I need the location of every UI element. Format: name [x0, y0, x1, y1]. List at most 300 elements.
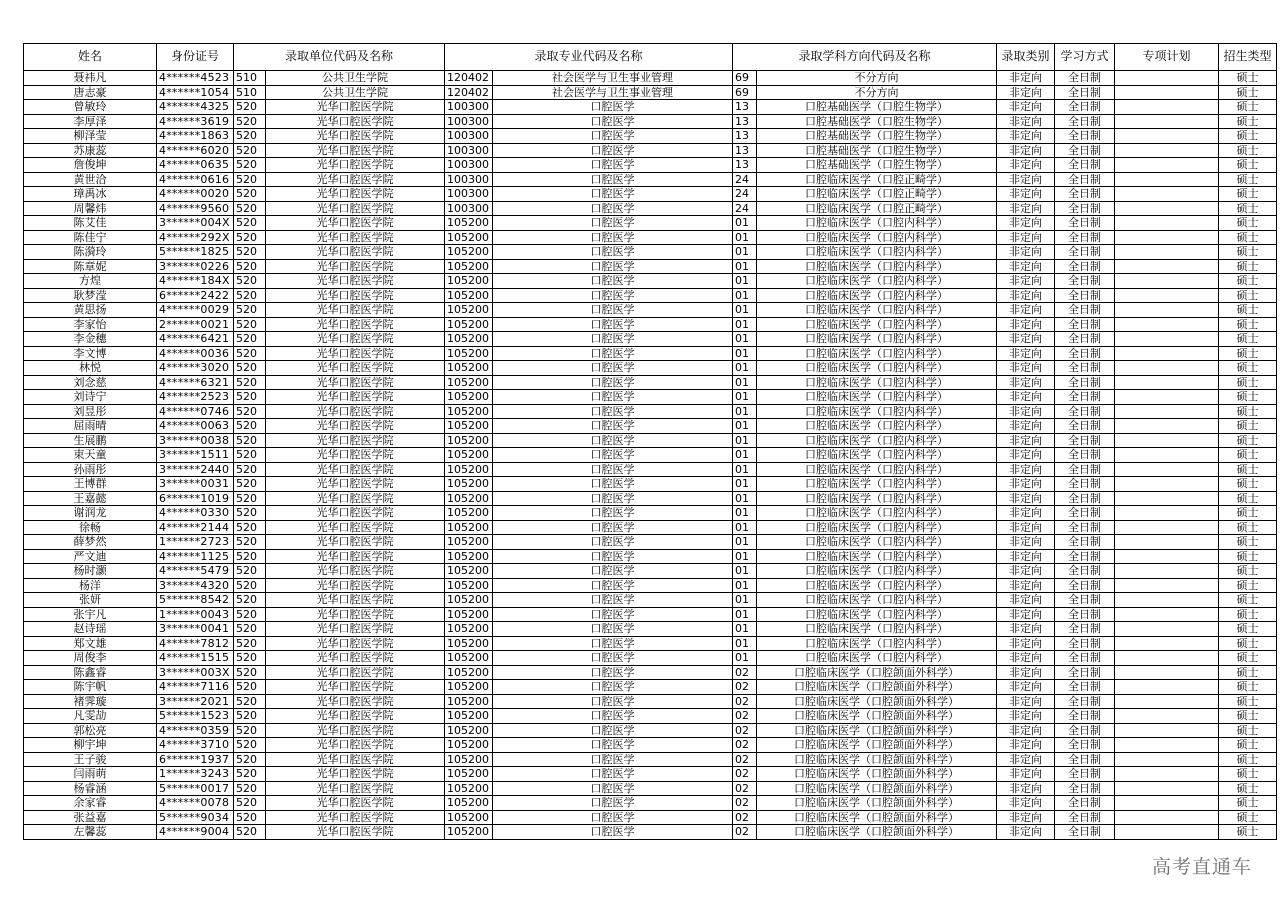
- cell-unit-name: 光华口腔医学院: [266, 129, 445, 144]
- cell-category: 非定向: [997, 825, 1055, 840]
- table-row: [24, 781, 1277, 796]
- cell-unit-code: 520: [234, 158, 266, 173]
- table-row: [24, 448, 1277, 463]
- cell-major-name: 口腔医学: [493, 129, 733, 144]
- cell-direction-code: 69: [733, 85, 757, 100]
- cell-major-name: 口腔医学: [493, 361, 733, 376]
- cell-plan: [1115, 680, 1219, 695]
- cell-type: 硕士: [1219, 404, 1277, 419]
- cell-plan: [1115, 172, 1219, 187]
- cell-id: 3******1511: [157, 448, 234, 463]
- cell-type: 硕士: [1219, 491, 1277, 506]
- cell-id: 1******0043: [157, 607, 234, 622]
- cell-category: 非定向: [997, 680, 1055, 695]
- table-row: [24, 245, 1277, 260]
- cell-major-name: 社会医学与卫生事业管理: [493, 71, 733, 86]
- cell-category: 非定向: [997, 448, 1055, 463]
- cell-major-code: 105200: [445, 390, 493, 405]
- cell-major-code: 105200: [445, 781, 493, 796]
- cell-id: 4******1125: [157, 549, 234, 564]
- cell-unit-name: 光华口腔医学院: [266, 752, 445, 767]
- cell-major-code: 105200: [445, 346, 493, 361]
- cell-direction-name: 口腔临床医学（口腔正畸学）: [757, 201, 997, 216]
- cell-category: 非定向: [997, 491, 1055, 506]
- cell-major-name: 口腔医学: [493, 419, 733, 434]
- cell-id: 4******184X: [157, 274, 234, 289]
- cell-unit-name: 光华口腔医学院: [266, 535, 445, 550]
- cell-id: 4******4523: [157, 71, 234, 86]
- cell-major-name: 口腔医学: [493, 390, 733, 405]
- cell-category: 非定向: [997, 593, 1055, 608]
- cell-direction-code: 01: [733, 448, 757, 463]
- cell-id: 4******3710: [157, 738, 234, 753]
- cell-unit-code: 520: [234, 665, 266, 680]
- cell-unit-name: 光华口腔医学院: [266, 245, 445, 260]
- cell-major-code: 105200: [445, 564, 493, 579]
- cell-plan: [1115, 491, 1219, 506]
- cell-direction-code: 02: [733, 752, 757, 767]
- cell-unit-name: 光华口腔医学院: [266, 390, 445, 405]
- table-row: [24, 361, 1277, 376]
- cell-major-code: 105200: [445, 549, 493, 564]
- cell-direction-name: 口腔临床医学（口腔内科学）: [757, 332, 997, 347]
- cell-name: 赵诗瑶: [24, 622, 157, 637]
- cell-unit-name: 光华口腔医学院: [266, 158, 445, 173]
- cell-major-code: 105200: [445, 462, 493, 477]
- table-row: [24, 491, 1277, 506]
- cell-unit-name: 光华口腔医学院: [266, 622, 445, 637]
- cell-major-code: 105200: [445, 578, 493, 593]
- table-row: [24, 143, 1277, 158]
- table-row: [24, 578, 1277, 593]
- table-row: [24, 651, 1277, 666]
- cell-direction-code: 01: [733, 375, 757, 390]
- cell-type: 硕士: [1219, 274, 1277, 289]
- cell-major-code: 100300: [445, 100, 493, 115]
- cell-mode: 全日制: [1055, 593, 1115, 608]
- cell-direction-code: 01: [733, 607, 757, 622]
- cell-id: 3******003X: [157, 665, 234, 680]
- table-row: [24, 346, 1277, 361]
- cell-direction-name: 口腔临床医学（口腔内科学）: [757, 303, 997, 318]
- cell-unit-name: 光华口腔医学院: [266, 433, 445, 448]
- cell-mode: 全日制: [1055, 520, 1115, 535]
- cell-major-name: 口腔医学: [493, 535, 733, 550]
- cell-major-code: 105200: [445, 607, 493, 622]
- cell-name: 王博群: [24, 477, 157, 492]
- cell-unit-name: 光华口腔医学院: [266, 375, 445, 390]
- cell-name: 李文博: [24, 346, 157, 361]
- cell-type: 硕士: [1219, 549, 1277, 564]
- cell-id: 3******0031: [157, 477, 234, 492]
- cell-category: 非定向: [997, 477, 1055, 492]
- cell-major-code: 100300: [445, 114, 493, 129]
- cell-mode: 全日制: [1055, 636, 1115, 651]
- cell-direction-code: 01: [733, 332, 757, 347]
- cell-major-name: 口腔医学: [493, 187, 733, 202]
- cell-plan: [1115, 477, 1219, 492]
- cell-major-name: 口腔医学: [493, 564, 733, 579]
- cell-mode: 全日制: [1055, 651, 1115, 666]
- cell-id: 4******0746: [157, 404, 234, 419]
- cell-major-code: 105200: [445, 491, 493, 506]
- cell-mode: 全日制: [1055, 346, 1115, 361]
- cell-major-name: 口腔医学: [493, 651, 733, 666]
- table-row: [24, 390, 1277, 405]
- cell-unit-code: 520: [234, 390, 266, 405]
- cell-plan: [1115, 709, 1219, 724]
- cell-type: 硕士: [1219, 752, 1277, 767]
- cell-major-code: 105200: [445, 593, 493, 608]
- cell-direction-code: 01: [733, 419, 757, 434]
- cell-direction-name: 口腔临床医学（口腔内科学）: [757, 433, 997, 448]
- cell-direction-name: 口腔临床医学（口腔颌面外科学）: [757, 796, 997, 811]
- cell-category: 非定向: [997, 317, 1055, 332]
- cell-direction-code: 01: [733, 564, 757, 579]
- cell-direction-code: 01: [733, 346, 757, 361]
- cell-major-code: 105200: [445, 506, 493, 521]
- cell-unit-name: 光华口腔医学院: [266, 404, 445, 419]
- cell-mode: 全日制: [1055, 172, 1115, 187]
- cell-direction-code: 13: [733, 158, 757, 173]
- cell-unit-code: 520: [234, 419, 266, 434]
- cell-unit-code: 520: [234, 114, 266, 129]
- cell-name: 刘昱彤: [24, 404, 157, 419]
- table-row: [24, 375, 1277, 390]
- cell-major-code: 100300: [445, 201, 493, 216]
- cell-unit-name: 光华口腔医学院: [266, 767, 445, 782]
- cell-direction-name: 口腔临床医学（口腔内科学）: [757, 651, 997, 666]
- cell-major-name: 口腔医学: [493, 781, 733, 796]
- cell-type: 硕士: [1219, 129, 1277, 144]
- cell-type: 硕士: [1219, 564, 1277, 579]
- cell-category: 非定向: [997, 506, 1055, 521]
- cell-major-code: 105200: [445, 665, 493, 680]
- cell-unit-code: 520: [234, 462, 266, 477]
- header-direction: 录取学科方向代码及名称: [733, 44, 997, 71]
- cell-unit-code: 520: [234, 201, 266, 216]
- header-unit: 录取单位代码及名称: [234, 44, 445, 71]
- cell-unit-name: 光华口腔医学院: [266, 259, 445, 274]
- cell-major-code: 100300: [445, 172, 493, 187]
- cell-major-code: 105200: [445, 636, 493, 651]
- cell-plan: [1115, 129, 1219, 144]
- cell-direction-name: 口腔临床医学（口腔颌面外科学）: [757, 680, 997, 695]
- cell-direction-name: 口腔临床医学（口腔内科学）: [757, 491, 997, 506]
- cell-major-name: 口腔医学: [493, 346, 733, 361]
- cell-unit-name: 光华口腔医学院: [266, 709, 445, 724]
- cell-name: 詹俊坤: [24, 158, 157, 173]
- cell-plan: [1115, 622, 1219, 637]
- cell-category: 非定向: [997, 332, 1055, 347]
- cell-unit-name: 光华口腔医学院: [266, 665, 445, 680]
- cell-id: 4******0078: [157, 796, 234, 811]
- cell-unit-name: 光华口腔医学院: [266, 419, 445, 434]
- cell-unit-code: 520: [234, 593, 266, 608]
- cell-id: 4******292X: [157, 230, 234, 245]
- cell-unit-name: 光华口腔医学院: [266, 636, 445, 651]
- cell-name: 杨洋: [24, 578, 157, 593]
- cell-mode: 全日制: [1055, 245, 1115, 260]
- cell-category: 非定向: [997, 71, 1055, 86]
- cell-name: 束天童: [24, 448, 157, 463]
- cell-unit-name: 光华口腔医学院: [266, 332, 445, 347]
- table-row: [24, 752, 1277, 767]
- cell-unit-code: 520: [234, 796, 266, 811]
- cell-category: 非定向: [997, 636, 1055, 651]
- cell-direction-name: 不分方向: [757, 85, 997, 100]
- cell-direction-name: 口腔临床医学（口腔内科学）: [757, 535, 997, 550]
- cell-category: 非定向: [997, 172, 1055, 187]
- cell-unit-name: 光华口腔医学院: [266, 593, 445, 608]
- cell-unit-code: 520: [234, 317, 266, 332]
- cell-id: 5******1523: [157, 709, 234, 724]
- cell-unit-code: 520: [234, 129, 266, 144]
- cell-id: 4******1515: [157, 651, 234, 666]
- cell-major-name: 口腔医学: [493, 709, 733, 724]
- cell-direction-name: 口腔临床医学（口腔内科学）: [757, 346, 997, 361]
- cell-unit-code: 520: [234, 535, 266, 550]
- cell-name: 黄世洽: [24, 172, 157, 187]
- cell-unit-name: 公共卫生学院: [266, 85, 445, 100]
- cell-name: 陈艾佳: [24, 216, 157, 231]
- cell-plan: [1115, 303, 1219, 318]
- cell-name: 唐志豪: [24, 85, 157, 100]
- cell-category: 非定向: [997, 158, 1055, 173]
- cell-unit-code: 520: [234, 752, 266, 767]
- cell-id: 4******3619: [157, 114, 234, 129]
- cell-plan: [1115, 346, 1219, 361]
- cell-major-code: 105200: [445, 375, 493, 390]
- table-row: [24, 796, 1277, 811]
- cell-mode: 全日制: [1055, 738, 1115, 753]
- cell-name: 璋禹冰: [24, 187, 157, 202]
- cell-direction-code: 01: [733, 520, 757, 535]
- cell-direction-name: 口腔临床医学（口腔颌面外科学）: [757, 694, 997, 709]
- cell-major-name: 口腔医学: [493, 607, 733, 622]
- cell-direction-name: 口腔临床医学（口腔内科学）: [757, 607, 997, 622]
- cell-name: 刘念慈: [24, 375, 157, 390]
- cell-direction-name: 口腔临床医学（口腔内科学）: [757, 462, 997, 477]
- cell-major-code: 105200: [445, 535, 493, 550]
- table-row: [24, 810, 1277, 825]
- table-row: [24, 636, 1277, 651]
- cell-category: 非定向: [997, 404, 1055, 419]
- cell-plan: [1115, 781, 1219, 796]
- cell-major-code: 100300: [445, 129, 493, 144]
- cell-unit-code: 520: [234, 230, 266, 245]
- header-name: 姓名: [24, 44, 157, 71]
- cell-plan: [1115, 216, 1219, 231]
- cell-major-code: 105200: [445, 767, 493, 782]
- table-row: [24, 303, 1277, 318]
- cell-plan: [1115, 245, 1219, 260]
- cell-major-code: 105200: [445, 361, 493, 376]
- table-row: [24, 767, 1277, 782]
- cell-direction-name: 口腔临床医学（口腔内科学）: [757, 578, 997, 593]
- cell-direction-name: 口腔临床医学（口腔内科学）: [757, 375, 997, 390]
- cell-plan: [1115, 85, 1219, 100]
- cell-direction-name: 口腔临床医学（口腔内科学）: [757, 622, 997, 637]
- cell-direction-name: 口腔基础医学（口腔生物学）: [757, 114, 997, 129]
- cell-id: 4******6321: [157, 375, 234, 390]
- cell-direction-name: 口腔临床医学（口腔内科学）: [757, 361, 997, 376]
- cell-name: 陈鑫睿: [24, 665, 157, 680]
- cell-mode: 全日制: [1055, 274, 1115, 289]
- table-row: [24, 506, 1277, 521]
- table-row: [24, 259, 1277, 274]
- cell-type: 硕士: [1219, 245, 1277, 260]
- cell-unit-code: 510: [234, 71, 266, 86]
- cell-mode: 全日制: [1055, 810, 1115, 825]
- cell-unit-code: 520: [234, 810, 266, 825]
- cell-unit-code: 520: [234, 361, 266, 376]
- cell-direction-code: 13: [733, 114, 757, 129]
- cell-direction-code: 13: [733, 100, 757, 115]
- cell-id: 3******0226: [157, 259, 234, 274]
- cell-type: 硕士: [1219, 506, 1277, 521]
- cell-category: 非定向: [997, 143, 1055, 158]
- cell-direction-name: 口腔临床医学（口腔内科学）: [757, 419, 997, 434]
- cell-major-code: 105200: [445, 303, 493, 318]
- cell-plan: [1115, 636, 1219, 651]
- cell-mode: 全日制: [1055, 491, 1115, 506]
- cell-major-name: 口腔医学: [493, 158, 733, 173]
- cell-name: 生展鹏: [24, 433, 157, 448]
- cell-name: 薛梦然: [24, 535, 157, 550]
- cell-major-code: 105200: [445, 317, 493, 332]
- cell-direction-code: 01: [733, 274, 757, 289]
- cell-direction-code: 01: [733, 578, 757, 593]
- cell-direction-code: 01: [733, 288, 757, 303]
- cell-type: 硕士: [1219, 694, 1277, 709]
- table-row: [24, 187, 1277, 202]
- cell-type: 硕士: [1219, 259, 1277, 274]
- cell-id: 4******7812: [157, 636, 234, 651]
- cell-name: 张妍: [24, 593, 157, 608]
- cell-direction-name: 口腔临床医学（口腔内科学）: [757, 317, 997, 332]
- cell-direction-code: 02: [733, 723, 757, 738]
- cell-major-code: 105200: [445, 738, 493, 753]
- cell-type: 硕士: [1219, 781, 1277, 796]
- cell-unit-code: 520: [234, 709, 266, 724]
- cell-type: 硕士: [1219, 593, 1277, 608]
- cell-type: 硕士: [1219, 375, 1277, 390]
- cell-name: 褚霁璇: [24, 694, 157, 709]
- cell-direction-code: 01: [733, 462, 757, 477]
- cell-unit-code: 520: [234, 332, 266, 347]
- table-row: [24, 462, 1277, 477]
- cell-major-name: 口腔医学: [493, 375, 733, 390]
- cell-name: 余家睿: [24, 796, 157, 811]
- cell-unit-code: 520: [234, 433, 266, 448]
- cell-name: 闫雨萌: [24, 767, 157, 782]
- cell-unit-code: 520: [234, 520, 266, 535]
- cell-direction-name: 口腔临床医学（口腔内科学）: [757, 636, 997, 651]
- cell-major-name: 口腔医学: [493, 520, 733, 535]
- cell-direction-code: 01: [733, 622, 757, 637]
- cell-type: 硕士: [1219, 346, 1277, 361]
- cell-major-code: 105200: [445, 723, 493, 738]
- table-row: [24, 85, 1277, 100]
- cell-unit-code: 520: [234, 477, 266, 492]
- cell-id: 5******1825: [157, 245, 234, 260]
- cell-category: 非定向: [997, 752, 1055, 767]
- cell-mode: 全日制: [1055, 303, 1115, 318]
- cell-type: 硕士: [1219, 535, 1277, 550]
- cell-category: 非定向: [997, 245, 1055, 260]
- cell-unit-code: 510: [234, 85, 266, 100]
- table-row: [24, 535, 1277, 550]
- cell-major-name: 口腔医学: [493, 491, 733, 506]
- cell-major-name: 口腔医学: [493, 274, 733, 289]
- cell-major-name: 口腔医学: [493, 680, 733, 695]
- cell-unit-code: 520: [234, 491, 266, 506]
- cell-major-name: 口腔医学: [493, 230, 733, 245]
- table-row: [24, 477, 1277, 492]
- cell-major-code: 105200: [445, 404, 493, 419]
- cell-unit-name: 光华口腔医学院: [266, 303, 445, 318]
- cell-mode: 全日制: [1055, 288, 1115, 303]
- cell-type: 硕士: [1219, 520, 1277, 535]
- cell-unit-name: 光华口腔医学院: [266, 274, 445, 289]
- table-row: [24, 433, 1277, 448]
- cell-major-code: 105200: [445, 810, 493, 825]
- cell-direction-name: 口腔临床医学（口腔颌面外科学）: [757, 825, 997, 840]
- cell-mode: 全日制: [1055, 665, 1115, 680]
- cell-id: 4******0029: [157, 303, 234, 318]
- cell-major-code: 105200: [445, 216, 493, 231]
- cell-direction-code: 01: [733, 216, 757, 231]
- cell-plan: [1115, 404, 1219, 419]
- cell-major-code: 105200: [445, 419, 493, 434]
- cell-major-name: 口腔医学: [493, 593, 733, 608]
- cell-name: 孙雨彤: [24, 462, 157, 477]
- cell-major-name: 口腔医学: [493, 332, 733, 347]
- cell-mode: 全日制: [1055, 375, 1115, 390]
- cell-id: 4******0635: [157, 158, 234, 173]
- cell-direction-code: 01: [733, 245, 757, 260]
- header-plan: 专项计划: [1115, 44, 1219, 71]
- cell-unit-code: 520: [234, 723, 266, 738]
- cell-type: 硕士: [1219, 390, 1277, 405]
- cell-id: 4******7116: [157, 680, 234, 695]
- cell-major-name: 口腔医学: [493, 462, 733, 477]
- cell-unit-name: 光华口腔医学院: [266, 723, 445, 738]
- cell-unit-name: 光华口腔医学院: [266, 216, 445, 231]
- cell-category: 非定向: [997, 781, 1055, 796]
- cell-unit-name: 光华口腔医学院: [266, 477, 445, 492]
- header-category: 录取类别: [997, 44, 1055, 71]
- cell-direction-name: 口腔临床医学（口腔正畸学）: [757, 172, 997, 187]
- cell-plan: [1115, 564, 1219, 579]
- cell-direction-name: 口腔临床医学（口腔内科学）: [757, 520, 997, 535]
- cell-major-name: 口腔医学: [493, 259, 733, 274]
- cell-unit-name: 光华口腔医学院: [266, 172, 445, 187]
- table-row: [24, 665, 1277, 680]
- cell-mode: 全日制: [1055, 462, 1115, 477]
- cell-category: 非定向: [997, 694, 1055, 709]
- cell-category: 非定向: [997, 274, 1055, 289]
- cell-type: 硕士: [1219, 665, 1277, 680]
- cell-major-code: 105200: [445, 274, 493, 289]
- cell-mode: 全日制: [1055, 332, 1115, 347]
- cell-major-code: 105200: [445, 433, 493, 448]
- cell-direction-code: 01: [733, 491, 757, 506]
- cell-type: 硕士: [1219, 622, 1277, 637]
- cell-plan: [1115, 259, 1219, 274]
- cell-major-code: 105200: [445, 752, 493, 767]
